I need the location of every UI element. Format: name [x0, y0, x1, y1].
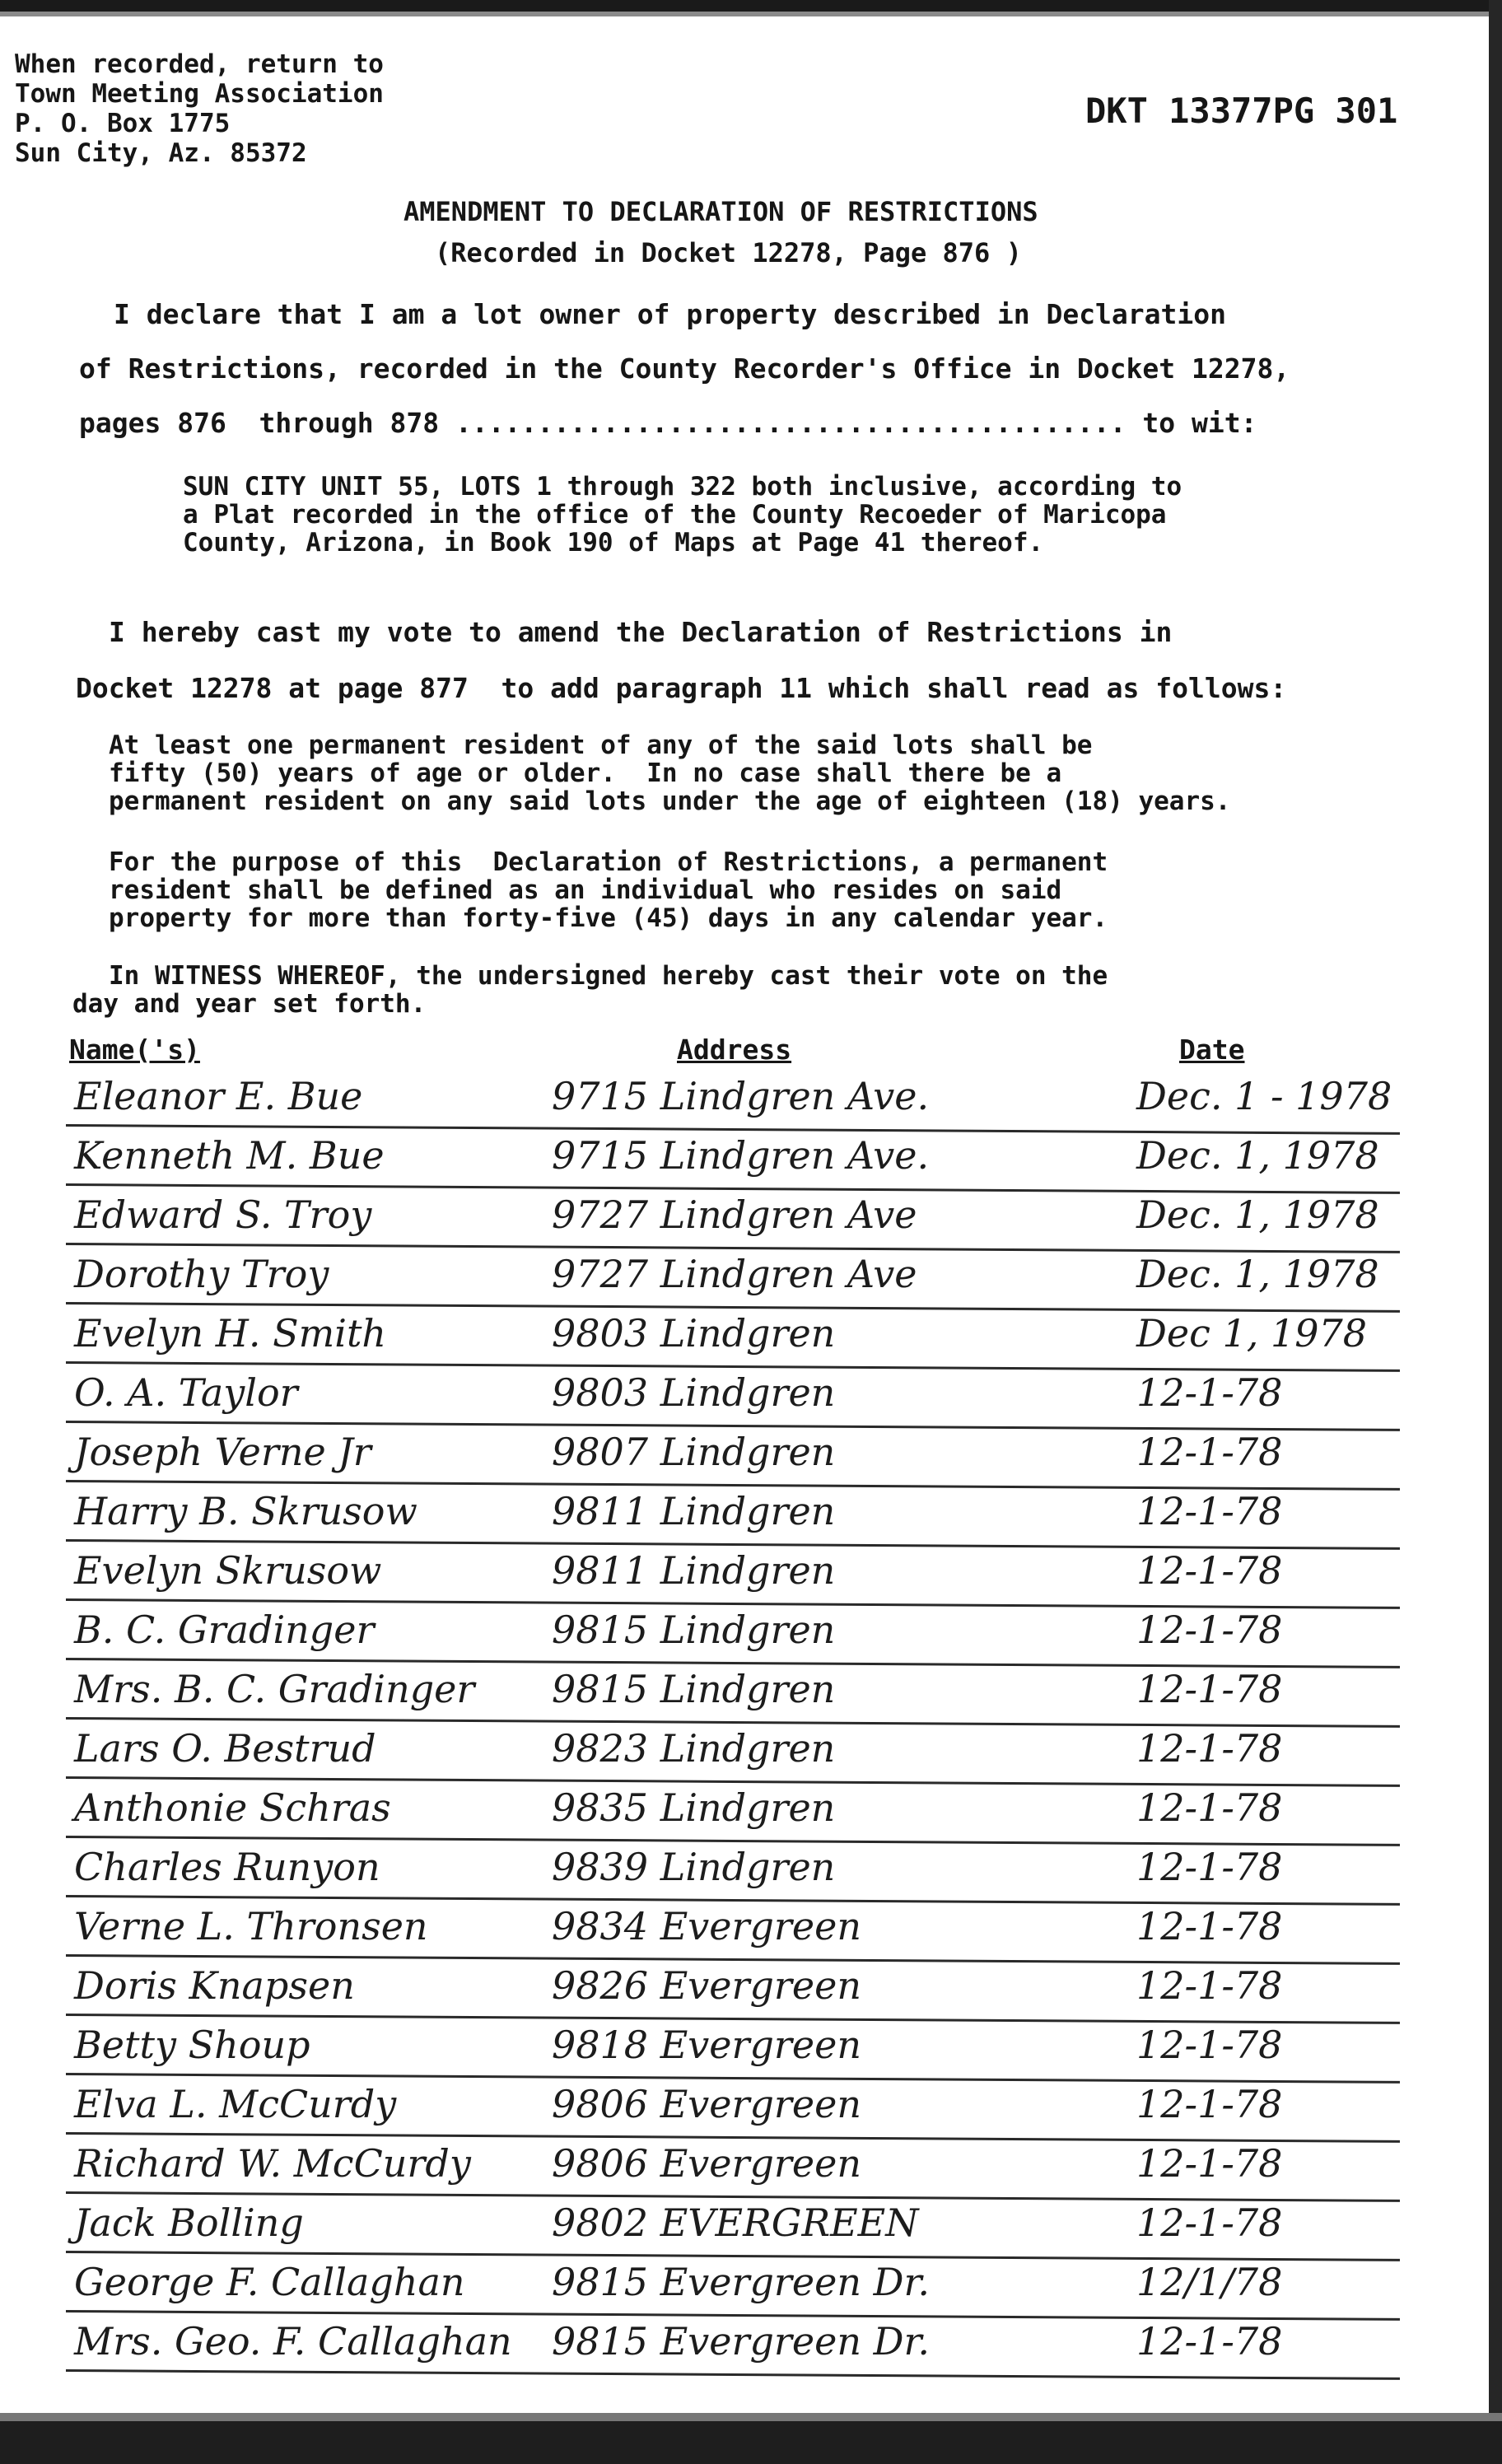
header-date: Date	[1179, 1034, 1245, 1066]
signature-date: 12-1-78	[1136, 1370, 1283, 1415]
paragraph-11-line-1: At least one permanent resident of any of the said lots shall be	[109, 730, 1093, 760]
signature-name: Evelyn H. Smith	[74, 1311, 387, 1356]
signature-row	[66, 1369, 1400, 1423]
signature-name: Edward S. Troy	[74, 1192, 372, 1237]
declaration-line-1: I declare that I am a lot owner of property described in Declaration	[114, 298, 1227, 330]
signature-row	[66, 1724, 1400, 1779]
signature-address: 9815 Lindgren	[552, 1667, 836, 1711]
signature-address: 9806 Evergreen	[552, 2141, 861, 2186]
signature-name: Evelyn Skrusow	[74, 1548, 382, 1593]
signature-address: 9803 Lindgren	[552, 1370, 836, 1415]
signature-date: 12-1-78	[1136, 1608, 1283, 1652]
signature-row	[66, 1191, 1400, 1245]
signature-address: 9815 Lindgren	[552, 1608, 836, 1652]
signature-address: 9807 Lindgren	[552, 1430, 836, 1474]
signature-row	[66, 1250, 1400, 1304]
signature-date: 12-1-78	[1136, 1963, 1283, 2008]
signature-row	[66, 2021, 1400, 2075]
signature-date: 12-1-78	[1136, 1726, 1283, 1771]
signature-date: 12-1-78	[1136, 2319, 1283, 2364]
paragraph-11-line-3: permanent resident on any said lots under the age of eighteen (18) years.	[109, 786, 1231, 816]
legal-description-line-3: County, Arizona, in Book 190 of Maps at Page 41 thereof.	[183, 528, 1044, 558]
signature-row	[66, 1606, 1400, 1660]
signature-name: Charles Runyon	[74, 1845, 380, 1889]
signature-name: Verne L. Thronsen	[74, 1904, 428, 1948]
signature-name: Betty Shoup	[74, 2023, 310, 2067]
signature-date: 12-1-78	[1136, 1430, 1283, 1474]
signature-name: Harry B. Skrusow	[74, 1489, 417, 1533]
legal-description-line-1: SUN CITY UNIT 55, LOTS 1 through 322 both inclusive, according to	[183, 472, 1182, 502]
header-address: Address	[677, 1034, 792, 1066]
signature-name: Doris Knapsen	[74, 1963, 355, 2008]
definition-line-3: property for more than forty-five (45) days in any calendar year.	[109, 903, 1108, 933]
signature-name: Mrs. B. C. Gradinger	[74, 1667, 475, 1711]
signature-name: Eleanor E. Bue	[74, 1074, 363, 1118]
vote-line-1: I hereby cast my vote to amend the Declaration of Restrictions in	[109, 616, 1173, 648]
scan-edge-right	[1489, 0, 1502, 2464]
signature-address: 9818 Evergreen	[552, 2023, 861, 2067]
signature-name: Mrs. Geo. F. Callaghan	[74, 2319, 512, 2364]
signature-address: 9727 Lindgren Ave	[552, 1252, 917, 1296]
signature-row	[66, 1132, 1400, 1186]
docket-stamp: DKT 13377PG 301	[1085, 91, 1398, 131]
signature-name: Lars O. Bestrud	[74, 1726, 376, 1771]
signature-date: 12-1-78	[1136, 2023, 1283, 2067]
witness-line-2: day and year set forth.	[72, 989, 427, 1019]
signature-name: Joseph Verne Jr	[74, 1430, 371, 1474]
signature-row	[66, 1428, 1400, 1482]
header-name: Name('s)	[69, 1034, 200, 1066]
signature-line	[66, 2369, 1400, 2380]
signature-row	[66, 2258, 1400, 2312]
signature-address: 9806 Evergreen	[552, 2082, 861, 2126]
signature-date: 12-1-78	[1136, 1489, 1283, 1533]
return-address-line-4: Sun City, Az. 85372	[15, 138, 307, 168]
definition-line-2: resident shall be defined as an individual who resides on said	[109, 875, 1062, 905]
signature-row	[66, 1962, 1400, 2016]
signature-row	[66, 1902, 1400, 1957]
signature-name: Richard W. McCurdy	[74, 2141, 471, 2186]
signature-row	[66, 2140, 1400, 2194]
legal-description-line-2: a Plat recorded in the office of the County Recoeder of Maricopa	[183, 500, 1167, 530]
signature-address: 9811 Lindgren	[552, 1489, 836, 1533]
signature-address: 9802 EVERGREEN	[552, 2200, 919, 2245]
signature-name: Jack Bolling	[74, 2200, 304, 2245]
signature-date: 12-1-78	[1136, 1845, 1283, 1889]
paragraph-11-line-2: fifty (50) years of age or older. In no case shall there be a	[109, 758, 1062, 788]
signature-row	[66, 2199, 1400, 2253]
declaration-line-3: pages 876 through 878 ......................................... to wit:	[79, 407, 1257, 439]
vote-line-2: Docket 12278 at page 877 to add paragraph 11 which shall read as follows:	[76, 672, 1287, 704]
signature-row	[66, 2317, 1400, 2372]
signature-address: 9715 Lindgren Ave.	[552, 1074, 930, 1118]
signature-address: 9815 Evergreen Dr.	[552, 2319, 931, 2364]
definition-line-1: For the purpose of this Declaration of Restrictions, a permanent	[109, 847, 1108, 877]
signature-date: 12-1-78	[1136, 1548, 1283, 1593]
signature-date: 12-1-78	[1136, 2082, 1283, 2126]
signature-date: 12-1-78	[1136, 1785, 1283, 1830]
signature-row	[66, 1784, 1400, 1838]
signature-address: 9727 Lindgren Ave	[552, 1192, 917, 1237]
signature-date: 12-1-78	[1136, 2200, 1283, 2245]
signature-row	[66, 1072, 1400, 1127]
signature-row	[66, 1843, 1400, 1897]
signature-name: George F. Callaghan	[74, 2260, 465, 2304]
signature-row	[66, 2080, 1400, 2135]
signature-name: Anthonie Schras	[74, 1785, 391, 1830]
signature-address: 9834 Evergreen	[552, 1904, 861, 1948]
signature-address: 9826 Evergreen	[552, 1963, 861, 2008]
signature-name: B. C. Gradinger	[74, 1608, 375, 1652]
signature-row	[66, 1487, 1400, 1542]
signature-address: 9823 Lindgren	[552, 1726, 836, 1771]
scan-edge-bottom	[0, 2421, 1502, 2464]
scan-edge-top	[0, 0, 1502, 12]
signature-address: 9839 Lindgren	[552, 1845, 836, 1889]
signature-date: 12/1/78	[1136, 2260, 1283, 2304]
signature-date: 12-1-78	[1136, 2141, 1283, 2186]
signature-date: 12-1-78	[1136, 1904, 1283, 1948]
signature-row	[66, 1547, 1400, 1601]
signature-name: Dorothy Troy	[74, 1252, 329, 1296]
signature-date: 12-1-78	[1136, 1667, 1283, 1711]
signature-address: 9803 Lindgren	[552, 1311, 836, 1356]
return-address-line-2: Town Meeting Association	[15, 79, 384, 109]
signature-address: 9835 Lindgren	[552, 1785, 836, 1830]
signature-date: Dec 1, 1978	[1136, 1311, 1368, 1356]
signature-address: 9815 Evergreen Dr.	[552, 2260, 931, 2304]
signature-date: Dec. 1, 1978	[1136, 1133, 1379, 1178]
scan-edge-bottom-shadow	[0, 2413, 1502, 2421]
witness-line-1: In WITNESS WHEREOF, the undersigned hereby cast their vote on the	[109, 961, 1108, 991]
signature-address: 9715 Lindgren Ave.	[552, 1133, 930, 1178]
signature-name: Kenneth M. Bue	[74, 1133, 385, 1178]
signature-name: Elva L. McCurdy	[74, 2082, 397, 2126]
signature-row	[66, 1665, 1400, 1720]
declaration-line-2: of Restrictions, recorded in the County Recorder's Office in Docket 12278,	[79, 352, 1290, 385]
document-title: AMENDMENT TO DECLARATION OF RESTRICTIONS	[403, 196, 1038, 227]
return-address-line-1: When recorded, return to	[15, 49, 384, 79]
signature-date: Dec. 1, 1978	[1136, 1252, 1379, 1296]
scan-edge-top-shadow	[0, 12, 1502, 16]
return-address-line-3: P. O. Box 1775	[15, 109, 231, 138]
document-subtitle: (Recorded in Docket 12278, Page 876 )	[435, 237, 1022, 268]
signature-row	[66, 1309, 1400, 1364]
signature-address: 9811 Lindgren	[552, 1548, 836, 1593]
signature-date: Dec. 1, 1978	[1136, 1192, 1379, 1237]
signature-date: Dec. 1 - 1978	[1136, 1074, 1392, 1118]
signature-name: O. A. Taylor	[74, 1370, 298, 1415]
